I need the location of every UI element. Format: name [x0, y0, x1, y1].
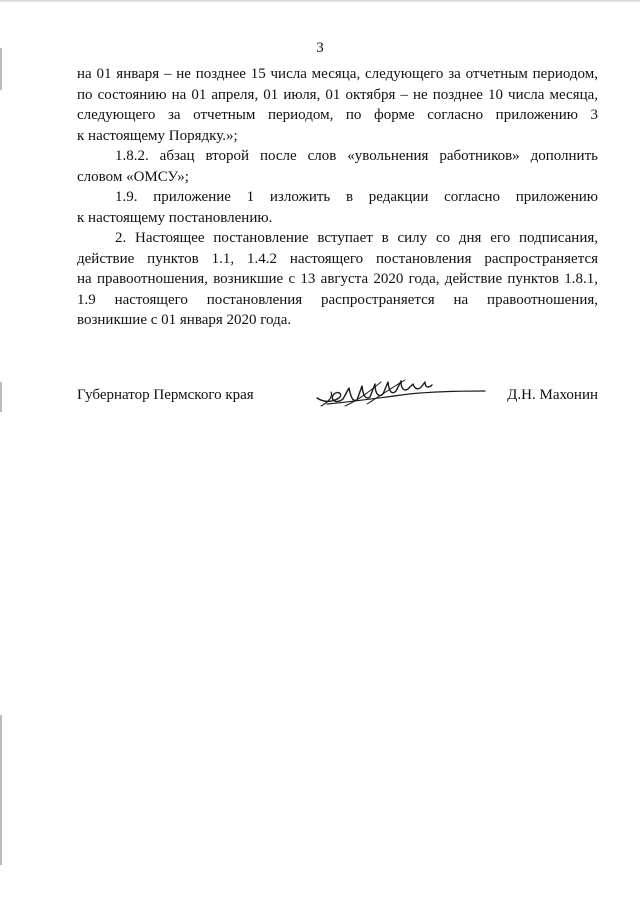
scan-top-edge: [0, 0, 640, 3]
text-line: 2. Настоящее постановление вступает в силу со дня его подписания,: [115, 230, 598, 246]
text-line: 1.9. приложение 1 изложить в редакции согласно приложению: [115, 189, 598, 205]
text-line: следующего за отчетным периодом, по форме согласно приложению 3: [77, 107, 598, 123]
text-line: к настоящему Порядку.»;: [77, 127, 238, 144]
text-line: на 01 января – не позднее 15 числа месяца, следующего за отчетным периодом,: [77, 66, 598, 82]
text-line: на правоотношения, возникшие с 13 августа 2020 года, действие пунктов 1.8.1,: [77, 271, 598, 287]
text-line: к настоящему постановлению.: [77, 209, 273, 226]
signatory-name: Д.Н. Махонин: [507, 387, 598, 403]
text-line: возникшие с 01 января 2020 года.: [77, 312, 292, 328]
text-line: по состоянию на 01 апреля, 01 июля, 01 октября – не позднее 10 числа месяца,: [77, 86, 598, 103]
text-line: действие пунктов 1.1, 1.4.2 настоящего постановления распространяется: [77, 250, 598, 267]
signature-block: [77, 386, 598, 426]
text-line: словом «ОМСУ»;: [77, 168, 189, 185]
signatory-title: Губернатор Пермского края: [77, 387, 254, 403]
handwritten-signature: [309, 376, 489, 416]
document-body: [77, 64, 598, 331]
text-line: 1.9 настоящего постановления распространяется на правоотношения,: [77, 291, 598, 308]
text-line: 1.8.2. абзац второй после слов «увольнения работников» дополнить: [115, 148, 598, 164]
scan-margin-mark: [0, 382, 2, 412]
page-number: 3: [316, 40, 324, 56]
scan-margin-mark: [0, 715, 2, 865]
